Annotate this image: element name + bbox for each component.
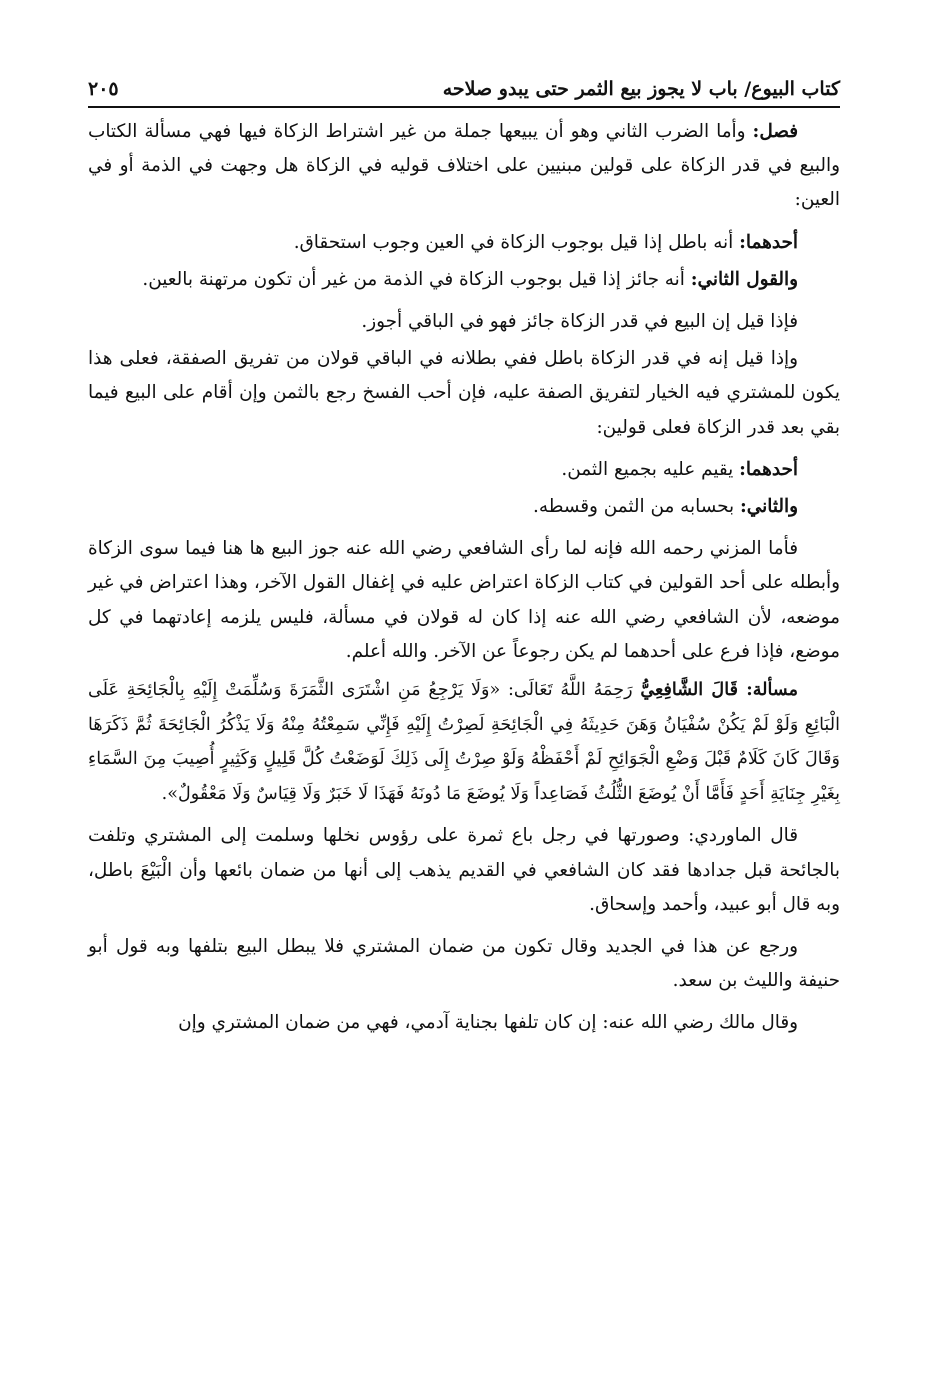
paragraph-text: بحسابه من الثمن وقسطه. <box>533 496 741 518</box>
paragraph-text: أنه باطل إذا قيل بوجوب الزكاة في العين وجوب استحقاق. <box>293 231 740 253</box>
paragraph-lead: مسألة: قَالَ الشَّافِعِيُّ <box>640 679 798 701</box>
paragraph-lead: أحدهما: <box>739 231 798 253</box>
paragraph-text: قال الماوردي: وصورتها في رجل باع ثمرة على رؤوس نخلها وسلمت إلى المشتري وتلفت بالجائحة قبل جدادها فقد كان الشافعي في القديم يذهب إلى أنها من ضمان بائعها وأن الْبَيْعَ باطل، وبه قال أبو عبيد، وأحمد وإسحاق. <box>88 825 840 915</box>
paragraph-sale-permitted <box>88 305 840 339</box>
paragraph-first-view <box>88 453 840 487</box>
paragraph-lead: والثاني: <box>740 496 798 518</box>
paragraph-text: وإذا قيل إنه في قدر الزكاة باطل ففي بطلانه في الباقي قولان من تفريق الصفقة، فعلى هذا يكون للمشتري فيه الخيار لتفريق الصفة عليه، فإن أحب الفسخ رجع بالثمن وإن أقام على البيع فيما بقي بعد قدر الزكاة فعلى قولين: <box>88 348 840 438</box>
paragraph-text: وقال مالك رضي الله عنه: إن كان تلفها بجناية آدمي، فهي من ضمان المشتري وإن <box>178 1012 798 1034</box>
running-title: كتاب البيوع/ باب لا يجوز بيع الثمر حتى يبدو صلاحه <box>442 78 840 100</box>
paragraph-text: ورجع عن هذا في الجديد وقال تكون من ضمان المشتري فلا يبطل البيع بتلفها وبه قول أبو حنيفة والليث بن سعد. <box>88 936 840 992</box>
paragraph-lead: والقول الثاني: <box>690 268 798 290</box>
paragraph-text: فأما المزني رحمه الله فإنه لما رأى الشافعي رضي الله عنه جوز البيع ها هنا فيما سوى الزكاة وأبطله على أحد القولين في كتاب الزكاة اعتراض عليه في إغفال القول الآخر، وهذا اعتراض في غير موضعه، لأن الشافعي رضي الله عنه إذا كان له قولان في مسألة، فليس يلزمه إعادتهما في كل موضع، فإذا فرع على أحدهما لم يكن رجوعاً عن الآخر. والله أعلم. <box>88 538 840 662</box>
paragraph-masala-shafii <box>88 673 840 811</box>
paragraph-text: أنه جائز إذا قيل بوجوب الزكاة في الذمة من غير أن تكون مرتهنة بالعين. <box>142 268 691 290</box>
paragraph-second-view <box>88 490 840 524</box>
paragraph-new-opinion <box>88 930 840 998</box>
paragraph-mawardi <box>88 819 840 922</box>
paragraph-first-opinion <box>88 226 840 260</box>
page-body <box>88 115 840 1044</box>
page-header <box>88 60 840 108</box>
paragraph-sale-void <box>88 342 840 445</box>
page-number: ٢٠٥ <box>88 78 119 100</box>
paragraph-lead: أحدهما: <box>739 458 798 480</box>
paragraph-muzani <box>88 532 840 669</box>
paragraph-second-opinion <box>88 263 840 297</box>
paragraph-text: وأما الضرب الثاني وهو أن يبيعها جملة من غير اشتراط الزكاة فيها فهي مسألة الكتاب والبيع في قدر الزكاة على قولين مبنيين على اختلاف قوليه في الزكاة هل وجهت في الذمة أو في العين: <box>88 121 840 211</box>
paragraph-text: رَحِمَهُ اللَّهُ تَعَالَى: «وَلَا يَرْجِعُ مَنِ اشْتَرَى الثَّمَرَةَ وَسُلِّمَتْ إِلَيْهِ بِالْجَائِحَةِ عَلَى الْبَائِعِ وَلَوْ لَمْ يَكُنْ سُفْيَانُ وَهَنَ حَدِيثَهُ فِي الْجَائِحَةِ لَصِرْتُ إِلَيْهِ فَإِنِّي سَمِعْتُهُ مِنْهُ وَلَا يَذْكُرُ الْجَائِحَةَ ثُمَّ ذَكَرَهَا وَقَالَ كَانَ كَلَامٌ قَبْلَ وَضْعِ الْجَوَائِحِ لَمْ أَحْفَظْهُ وَلَوْ صِرْتُ إِلَى ذَلِكَ لَوَضَعْتُ كُلَّ قَلِيلٍ وَكَثِيرٍ أُصِيبَ مِنَ السَّمَاءِ بِغَيْرِ جِنَايَةِ أَحَدٍ فَأَمَّا أَنْ يُوضَعَ الثُّلُثُ فَصَاعِداً وَلَا يُوضَعَ مَا دُونَهُ فَهَذَا لَا خَبَرٌ وَلَا قِيَاسٌ وَلَا مَعْقُولٌ». <box>88 680 840 804</box>
paragraph-text: يقيم عليه بجميع الثمن. <box>561 458 740 480</box>
paragraph-text: فإذا قيل إن البيع في قدر الزكاة جائز فهو في الباقي أجوز. <box>361 311 798 333</box>
paragraph-lead: فصل: <box>752 121 798 142</box>
paragraph-malik <box>88 1006 840 1040</box>
paragraph-fasl <box>88 115 840 218</box>
